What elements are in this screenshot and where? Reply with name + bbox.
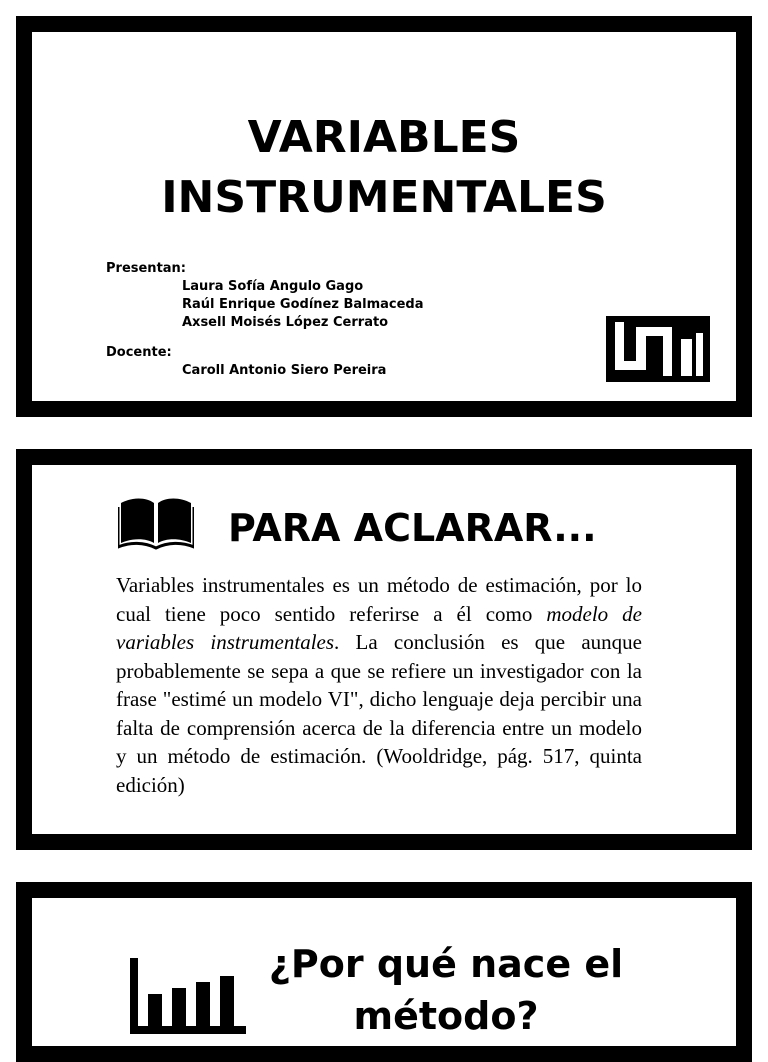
book-icon: [118, 497, 194, 551]
presentan-label: Presentan:: [106, 261, 187, 276]
clarify-card: [16, 449, 752, 850]
docente-label: Docente:: [106, 345, 172, 360]
heading-line-1: ¿Por qué nace el: [268, 942, 624, 986]
bar-chart-icon: [130, 958, 246, 1038]
presenter-name: Laura Sofía Angulo Gago: [182, 279, 364, 294]
uni-logo-icon: [606, 316, 710, 382]
section-heading: PARA ACLARAR...: [228, 506, 597, 550]
origin-card: [16, 882, 752, 1062]
section-heading: [246, 938, 646, 1042]
credits-block: [106, 259, 424, 380]
heading-line-2: método?: [353, 994, 539, 1038]
presenter-name: Axsell Moisés López Cerrato: [182, 315, 389, 330]
paragraph-italic-text: modelo de variables instrumentales: [116, 601, 642, 654]
page-title: [32, 108, 736, 228]
title-line-1: VARIABLES: [247, 112, 521, 163]
cover-card: [16, 16, 752, 417]
definition-paragraph: [116, 571, 642, 799]
paragraph-text: Variables instrumentales es un método de estimación, por lo cual tiene poco sentido referirse a él como: [116, 573, 642, 626]
paragraph-text: . La conclusión es que aunque probablemente se sepa a que se refiere un investigador con la frase "estimé un modelo VI", dicho lenguaje deja percibir una falta de comprensión acerca de la diferencia entre un modelo y un método de estimación. (Wooldridge, pág. 517, quinta edición): [116, 630, 642, 797]
title-line-2: INSTRUMENTALES: [161, 172, 607, 223]
presenter-name: Raúl Enrique Godínez Balmaceda: [182, 297, 424, 312]
docente-name: Caroll Antonio Siero Pereira: [182, 363, 387, 378]
